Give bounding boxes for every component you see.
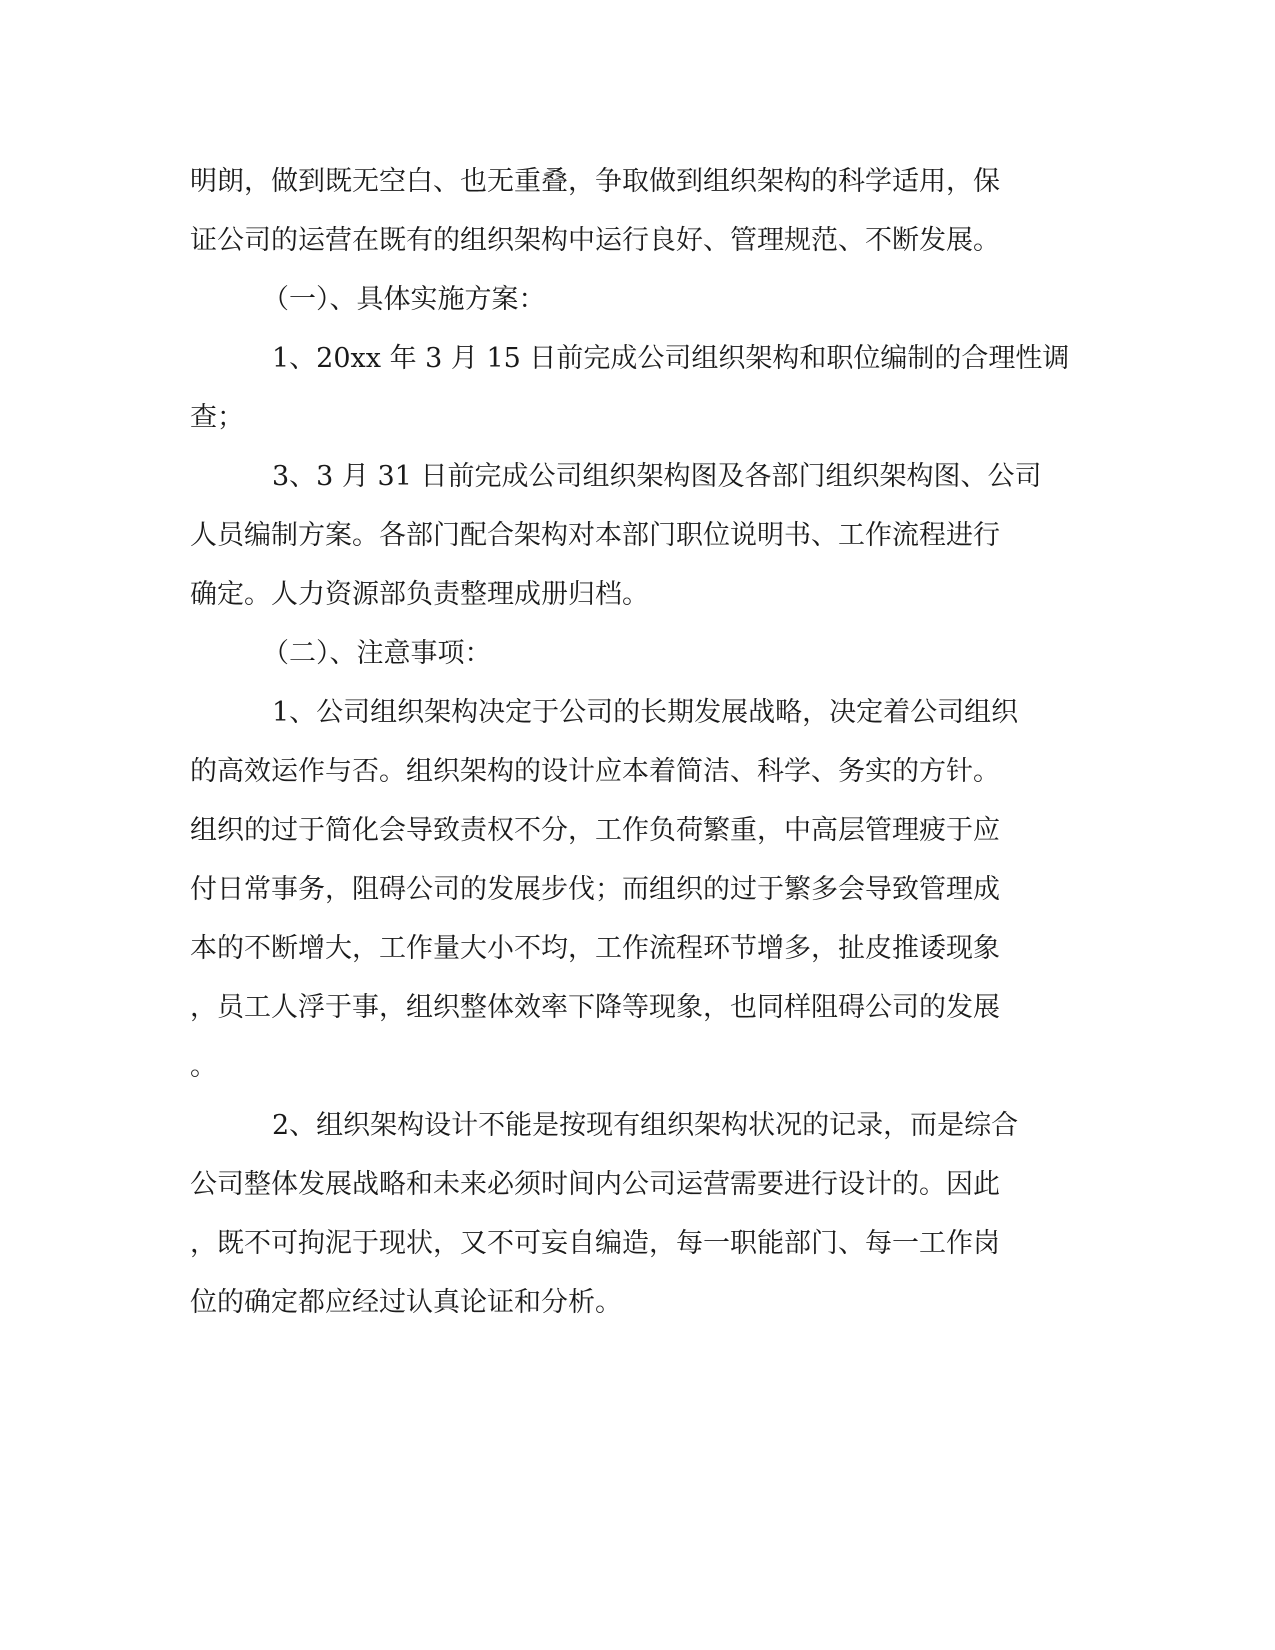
text-line: 。 [190, 1051, 217, 1082]
text-line: 确定。人力资源部负责整理成册归档。 [190, 579, 649, 610]
text-line: 人员编制方案。各部门配合架构对本部门职位说明书、工作流程进行 [190, 520, 1000, 551]
text-line: 本的不断增大，工作量大小不均，工作流程环节增多，扯皮推诿现象 [190, 933, 1000, 964]
text-line: ，既不可拘泥于现状，又不可妄自编造，每一职能部门、每一工作岗 [190, 1228, 1000, 1259]
text-line: 公司整体发展战略和未来必须时间内公司运营需要进行设计的。因此 [190, 1169, 1000, 1200]
text-line: 位的确定都应经过认真论证和分析。 [190, 1287, 622, 1318]
text-line: 付日常事务，阻碍公司的发展步伐；而组织的过于繁多会导致管理成 [190, 874, 1000, 905]
text-line: 2、组织架构设计不能是按现有组织架构状况的记录，而是综合 [272, 1110, 1019, 1141]
text-line: 1、20xx 年 3 月 15 日前完成公司组织架构和职位编制的合理性调 [272, 343, 1070, 374]
text-line: 组织的过于简化会导致责权不分，工作负荷繁重，中高层管理疲于应 [190, 815, 1000, 846]
section-heading: （二）、注意事项： [262, 638, 492, 669]
text-line: 的高效运作与否。组织架构的设计应本着简洁、科学、务实的方针。 [190, 756, 1000, 787]
section-heading: （一）、具体实施方案： [262, 284, 546, 315]
text-line: 证公司的运营在既有的组织架构中运行良好、管理规范、不断发展。 [190, 225, 1000, 256]
text-line: 1、公司组织架构决定于公司的长期发展战略，决定着公司组织 [272, 697, 1019, 728]
text-line: 查； [190, 402, 244, 433]
text-line: ，员工人浮于事，组织整体效率下降等现象，也同样阻碍公司的发展 [190, 992, 1000, 1023]
text-line: 明朗，做到既无空白、也无重叠，争取做到组织架构的科学适用，保 [190, 166, 1000, 197]
text-line: 3、3 月 31 日前完成公司组织架构图及各部门组织架构图、公司 [272, 461, 1042, 492]
